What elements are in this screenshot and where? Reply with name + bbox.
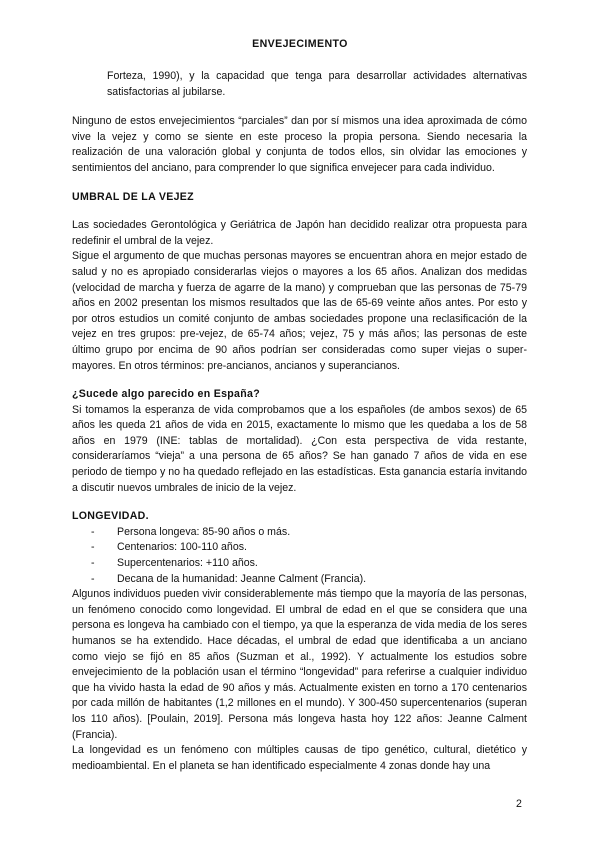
list-item: - Persona longeva: 85-90 años o más. — [91, 525, 527, 541]
section-heading-umbral: UMBRAL DE LA VEJEZ — [72, 190, 194, 203]
umbral-paragraph-2: Sigue el argumento de que muchas personas mayores se encuentran ahora en mejor estado de salud y no es apropiado considerarlas viejos o mayores a los 65 años. Analizan dos medidas (velocidad de marcha y fuerza de agarre de la mano) y comprueban que las personas de 75-79 años en 2002 presentan los mismos resultados que las de 65-69 veinte años antes. Por esto y por otros estudios un comité conjunto de ambas sociedades propone una reclasificación de la vejez en tres grupos: pre-vejez, de 65-74 años; vejez, 75 y más años; las personas de este último grupo por encima de 90 años podrían ser consideradas como super viejas o super-mayores. En otros términos: pre-ancianos, ancianos y superancianos. — [72, 250, 527, 372]
longevity-list — [72, 525, 527, 587]
section-heading-longevidad: LONGEVIDAD. — [72, 510, 149, 523]
longevidad-paragraph-2: La longevidad es un fenómeno con múltiples causas de tipo genético, cultural, dietético y medioambiental. En el planeta se han identificado especialmente 4 zonas donde hay una — [72, 744, 527, 772]
page-header-title: ENVEJECIMENTO — [252, 38, 348, 50]
intro-paragraph: Ninguno de estos envejecimientos “parciales” dan por sí mismos una idea aproximada de cómo vive la vejez y como se siente en este proceso la propia persona. Siendo necesaria la realización de una valoración global y conjunta de todos ellos, sin olvidar las emociones y sentimientos del anciano, para comprender lo que significa envejecer para cada individuo. — [72, 115, 527, 174]
umbral-paragraph-1: Las sociedades Gerontológica y Geriátrica de Japón han decidido realizar otra propuesta para redefinir el umbral de la vejez. — [72, 219, 527, 247]
page-number: 2 — [516, 798, 522, 810]
list-item: - Centenarios: 100-110 años. — [91, 540, 527, 556]
list-item: - Decana de la humanidad: Jeanne Calment (Francia). — [91, 572, 527, 588]
quote-continuation: Forteza, 1990), y la capacidad que tenga para desarrollar actividades alternativas satisfactorias al jubilarse. — [107, 70, 527, 98]
espana-paragraph: Si tomamos la esperanza de vida comprobamos que a los españoles (de ambos sexos) de 65 años les queda 21 años de vida en 2015, exactamente lo mismo que les quedaba a los de 58 años en 1979 (INE: tablas de mortalidad). ¿Con esta perspectiva de vida restante, consideraríamos “vieja” a una persona de 65 años? Se han ganado 7 años de vida en ese periodo de tiempo y no ha quedado reflejado en las estadísticas. Esta ganancia estaría invitando a discutir nuevos umbrales de inicio de la vejez. — [72, 403, 527, 494]
section-heading-espana: ¿Sucede algo parecido en España? — [72, 388, 260, 401]
longevidad-paragraph-1: Algunos individuos pueden vivir considerablemente más tiempo que la mayoría de las personas, un fenómeno conocido como longevidad. El umbral de edad en el que se considera que una persona es longeva ha cambiado con el tiempo, ya que la esperanza de vida media de los seres humanos se ha extendido. Hace décadas, el umbral de edad que identificaba a un anciano como viejo se fijó en 85 años (Suzman et al., 1992). Y actualmente los estudios sobre envejecimiento de la población usan el término “longevidad” para referirse a cualquier individuo que ha vivido hasta la edad de 90 años y más. Actualmente existen en torno a 170 centenarios por cada millón de habitantes (1,2 millones en el mundo). Y 300-450 supercentenarios (superan los 110 años). [Poulain, 2019]. Persona más longeva hasta hoy 122 años: Jeanne Calment (Francia). — [72, 588, 527, 741]
document-body — [72, 69, 527, 774]
list-item: - Supercentenarios: +110 años. — [91, 556, 527, 572]
